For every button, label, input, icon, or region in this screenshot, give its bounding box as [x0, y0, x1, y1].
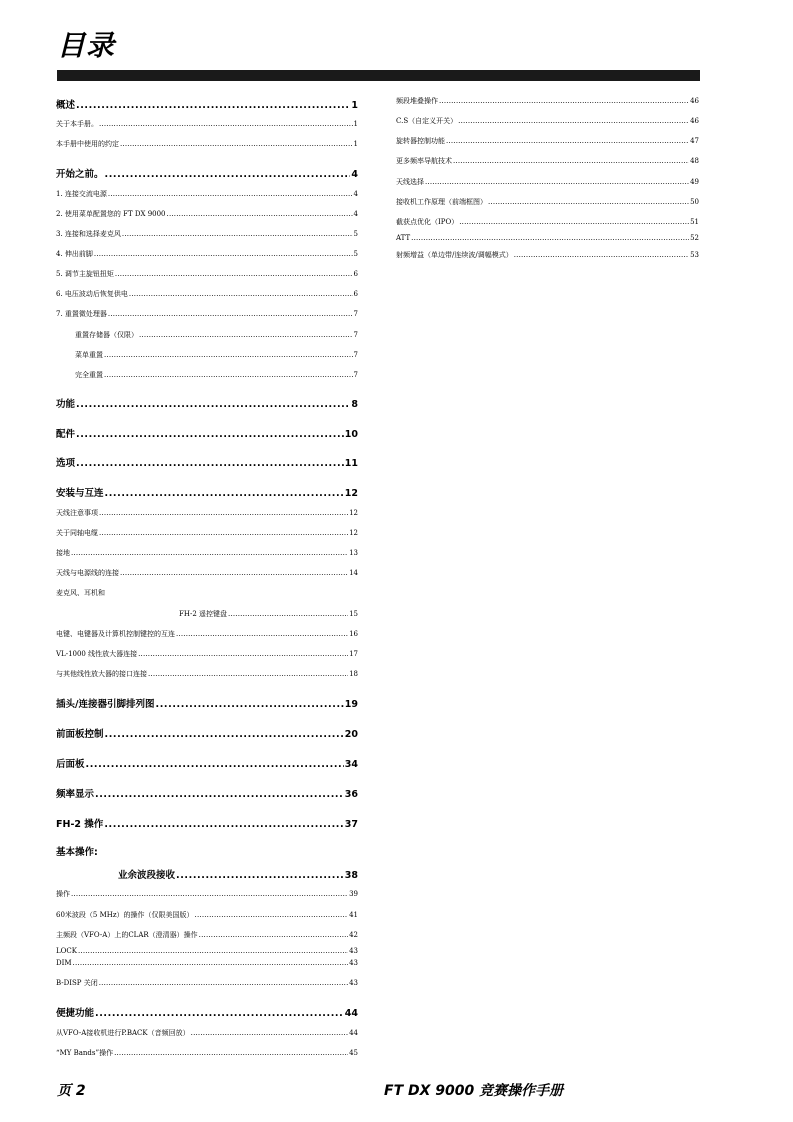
toc-entry-vl1000[interactable]: VL-1000 线性放大器连接 ..... 17	[56, 649, 358, 659]
toc-entry-lock[interactable]: LOCK ..... 43	[56, 947, 358, 955]
toc-entry-pinout[interactable]: 插头/连接器引脚排列图 ..... 19	[56, 696, 358, 710]
toc-entry-custom-switch[interactable]: C.S（自定义开关） ..... 46	[396, 116, 699, 126]
toc-entry-knob-torque[interactable]: 5. 调节主旋钮扭矩 ..... 6	[56, 269, 358, 279]
toc-entry-receiver-principle[interactable]: 接收机工作原理（前端框图） ..... 50	[396, 197, 699, 207]
toc-entry-pback[interactable]: 从VFO-A接收机进行P.BACK（音频回放） ..... 44	[56, 1028, 358, 1038]
page-title: 目录	[57, 29, 116, 62]
toc-entry-freq-display[interactable]: 频率显示 ..... 36	[56, 786, 358, 800]
toc-entry-reset-full[interactable]: 完全重置 ..... 7	[56, 370, 358, 380]
toc-entry-clar[interactable]: 主频段（VFO-A）上的CLAR（澄清器）操作 ..... 42	[56, 930, 358, 940]
footer-page-number: 页 2	[57, 1083, 86, 1099]
toc-entry-overview[interactable]: 概述 ..... 1	[56, 97, 358, 111]
toc-entry-rear-panel[interactable]: 后面板 ..... 34	[56, 756, 358, 770]
toc-entry-front-panel[interactable]: 前面板控制 ..... 20	[56, 726, 358, 740]
toc-entry-power-recovery[interactable]: 6. 电压波动后恢复供电 ..... 6	[56, 289, 358, 299]
toc-entry-menu-config[interactable]: 2. 使用菜单配置您的 FT DX 9000 ..... 4	[56, 209, 358, 219]
toc-entry-reset-cpu[interactable]: 7. 重置微处理器 ..... 7	[56, 309, 358, 319]
toc-entry-before-start[interactable]: 开始之前。 ..... 4	[56, 166, 358, 180]
toc-entry-reset-memory[interactable]: 重置存储器（仅限） ..... 7	[56, 330, 358, 340]
title-rule	[57, 70, 700, 81]
toc-entry-att[interactable]: ATT ..... 52	[396, 234, 699, 242]
toc-entry-mic-headphones: 麦克风、耳机和	[56, 589, 105, 597]
toc-entry-other-amp[interactable]: 与其他线性放大器的接口连接 ..... 18	[56, 669, 358, 679]
toc-entry-conventions[interactable]: 本手册中使用的约定 ..... 1	[56, 139, 358, 149]
toc-entry-reset-menu[interactable]: 菜单重置 ..... 7	[56, 350, 358, 360]
toc-entry-rotator[interactable]: 旋转器控制功能 ..... 47	[396, 136, 699, 146]
toc-entry-convenience[interactable]: 便捷功能 ..... 44	[56, 1005, 358, 1019]
toc-entry-my-bands[interactable]: “MY Bands”操作 ..... 45	[56, 1048, 358, 1058]
toc-entry-antenna-notes[interactable]: 天线注意事项 ..... 12	[56, 508, 358, 518]
footer-manual-title: FT DX 9000 竞赛操作手册	[384, 1083, 564, 1099]
toc-entry-freq-nav[interactable]: 更多频率导航技术 ..... 48	[396, 156, 699, 166]
toc-entry-bdisp-off[interactable]: B-DISP 关闭 ..... 43	[56, 978, 358, 988]
toc-entry-60m-band[interactable]: 60米波段（5 MHz）的操作（仅限美国版） ..... 41	[56, 910, 358, 920]
toc-entry-options[interactable]: 选项 ..... 11	[56, 455, 358, 469]
toc-heading-basic-operation: 基本操作:	[56, 847, 98, 858]
toc-entry-accessories[interactable]: 配件 ..... 10	[56, 426, 358, 440]
toc-entry-about-manual[interactable]: 关于本手册。 ..... 1	[56, 119, 358, 129]
toc-entry-operation[interactable]: 操作 ..... 39	[56, 889, 358, 899]
toc-entry-fh2-keypad[interactable]: FH-2 遥控键盘 ..... 15	[179, 609, 358, 619]
toc-entry-band-stack[interactable]: 频段堆叠操作 ..... 46	[396, 96, 699, 106]
toc-entry-installation[interactable]: 安装与互连 ..... 12	[56, 485, 358, 499]
toc-entry-ipo[interactable]: 截获点优化（IPO） ..... 51	[396, 217, 699, 227]
toc-entry-features[interactable]: 功能 ..... 8	[56, 396, 358, 410]
toc-entry-antenna-select[interactable]: 天线选择 ..... 49	[396, 177, 699, 187]
toc-entry-microphone[interactable]: 3. 连接和选择麦克风 ..... 5	[56, 229, 358, 239]
toc-entry-antenna-power[interactable]: 天线与电源线的连接 ..... 14	[56, 568, 358, 578]
toc-entry-fh2-operation[interactable]: FH-2 操作 ..... 37	[56, 816, 358, 830]
toc-entry-dim[interactable]: DIM ..... 43	[56, 959, 358, 967]
toc-entry-key-interconnect[interactable]: 电键、电键器及计算机控制键控的互连 ..... 16	[56, 629, 358, 639]
toc-entry-rf-gain[interactable]: 射频增益（单边带/连续波/调幅模式） ..... 53	[396, 250, 699, 260]
toc-entry-ground[interactable]: 接地 ..... 13	[56, 548, 358, 558]
toc-entry-ham-reception[interactable]: 业余波段接收 ..... 38	[118, 867, 358, 881]
toc-entry-front-feet[interactable]: 4. 伸出前脚 ..... 5	[56, 249, 358, 259]
toc-entry-coax[interactable]: 关于同轴电缆 ..... 12	[56, 528, 358, 538]
toc-entry-ac-power[interactable]: 1. 连接交流电源 ..... 4	[56, 189, 358, 199]
